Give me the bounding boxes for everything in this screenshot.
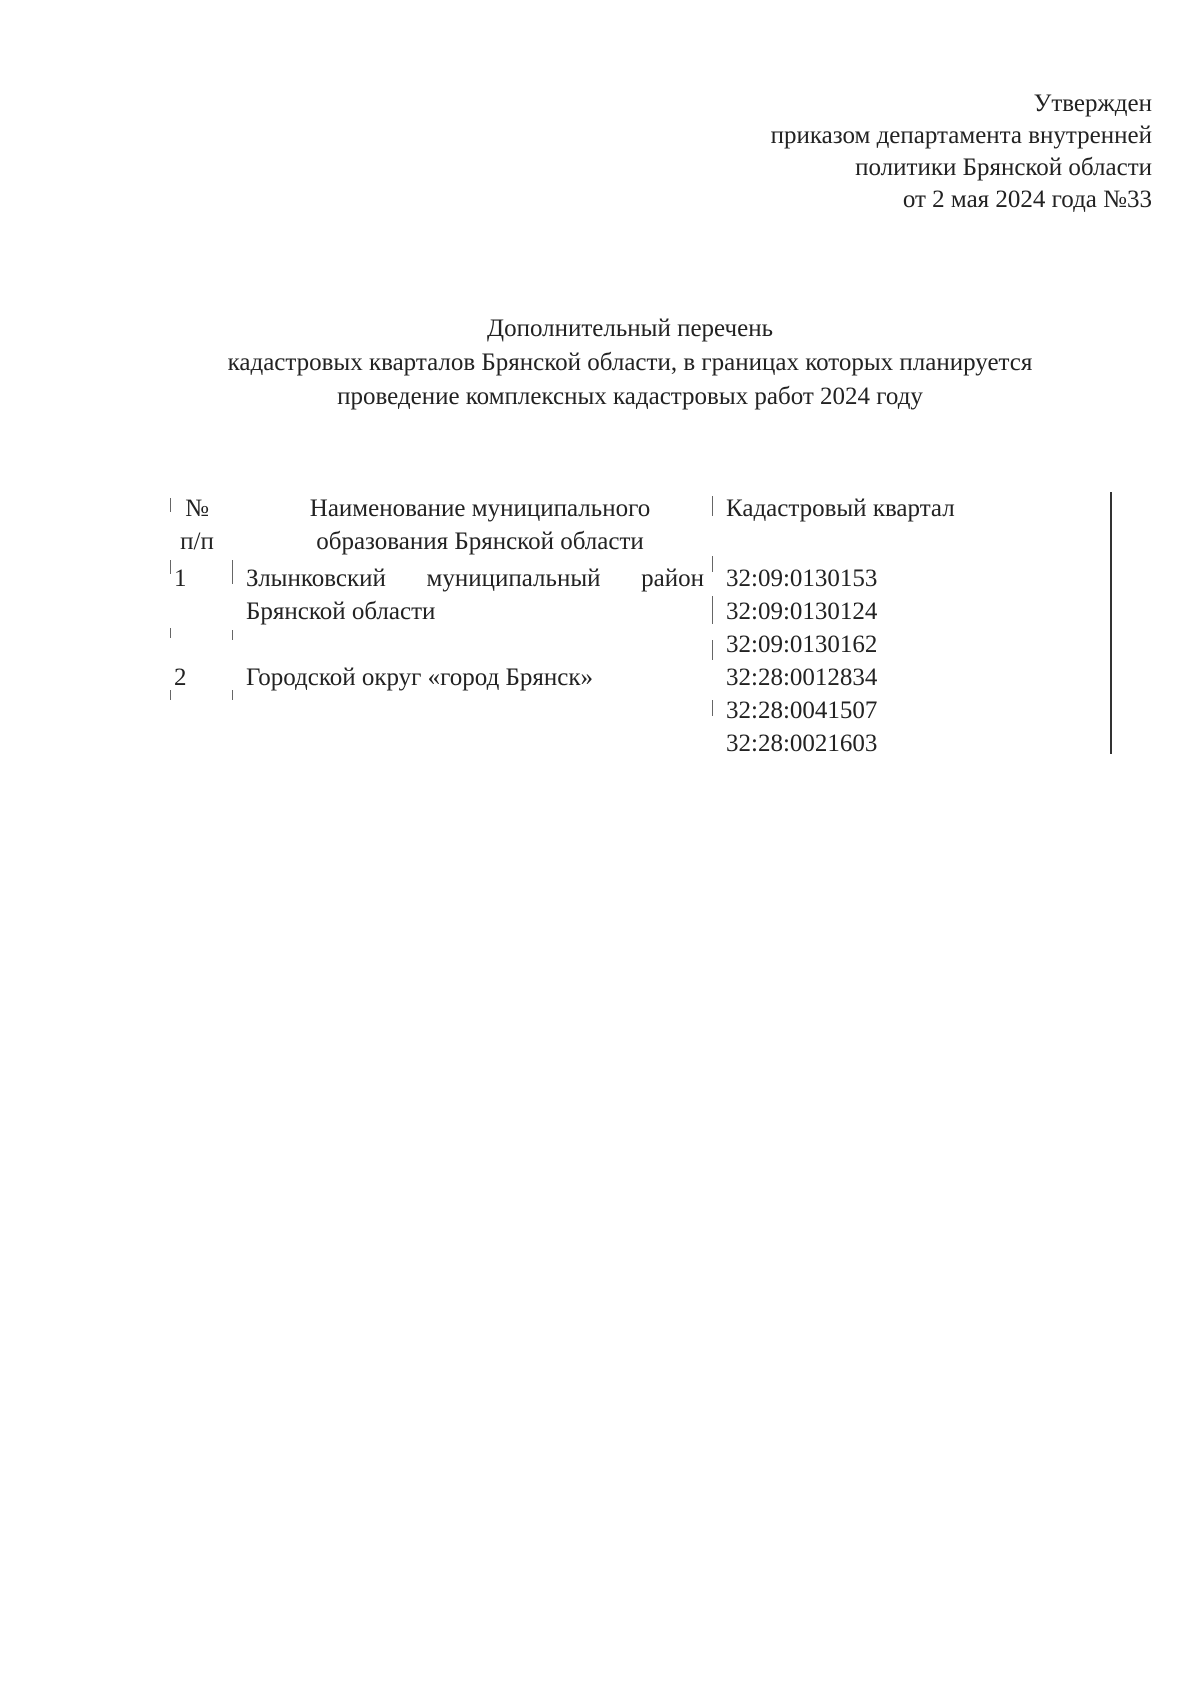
table-row [162, 661, 1112, 760]
cadastral-code: 32:09:0130153 [726, 565, 878, 592]
municipality-word: муниципальный [426, 565, 601, 592]
document-title [160, 312, 1100, 414]
row-cadastral-codes [714, 562, 1094, 661]
cadastral-code: 32:28:0041507 [726, 697, 878, 724]
table-header-row [162, 492, 1112, 558]
cadastral-table [162, 492, 1112, 760]
row-cadastral-codes [714, 661, 1094, 760]
title-line-3: проведение комплексных кадастровых работ 2024 году [337, 383, 923, 410]
table-row [162, 562, 1112, 661]
border-fragment [712, 700, 713, 716]
title-line-2: кадастровых кварталов Брянской области, в границах которых планируется [227, 349, 1033, 376]
border-fragment [170, 628, 171, 638]
border-fragment [712, 496, 713, 516]
header-number [162, 492, 232, 558]
header-number-line-1: № [185, 495, 209, 522]
border-fragment [712, 556, 713, 572]
border-fragment [712, 596, 713, 624]
approval-stamp [771, 88, 1152, 216]
approval-line-4: от 2 мая 2024 года №33 [902, 186, 1152, 213]
cadastral-code: 32:28:0012834 [726, 664, 878, 691]
border-fragment [712, 640, 713, 660]
row-municipality [232, 661, 714, 760]
approval-line-1: Утвержден [1033, 90, 1152, 117]
row-number: 1 [174, 565, 187, 592]
cadastral-code: 32:09:0130124 [726, 598, 878, 625]
cadastral-code: 32:28:0021603 [726, 730, 878, 757]
header-municipality-line-1: Наименование муниципального [309, 495, 651, 522]
title-line-1: Дополнительный перечень [487, 315, 773, 342]
cadastral-code: 32:09:0130162 [726, 631, 878, 658]
border-fragment [170, 498, 171, 512]
border-fragment [170, 690, 171, 700]
row-municipality [232, 562, 714, 661]
row-number: 2 [174, 664, 187, 691]
row-municipality-line-1 [246, 562, 714, 595]
border-fragment [232, 630, 233, 640]
header-municipality [232, 492, 714, 558]
row-municipality-line-1: Городской округ «город Брянск» [246, 664, 594, 691]
header-number-line-2: п/п [180, 528, 214, 555]
border-fragment [170, 560, 171, 574]
approval-line-3: политики Брянской области [855, 154, 1152, 181]
row-municipality-line-2: Брянской области [246, 598, 436, 625]
municipality-word: Злынковский [246, 565, 386, 592]
table-right-border [1110, 492, 1112, 754]
approval-line-2: приказом департамента внутренней [770, 122, 1152, 149]
border-fragment [232, 690, 233, 700]
border-fragment [232, 560, 233, 584]
header-cadastral-quarter-label: Кадастровый квартал [726, 495, 955, 522]
header-municipality-line-2: образования Брянской области [316, 528, 644, 555]
municipality-word: район [641, 565, 704, 592]
header-cadastral-quarter [714, 492, 1094, 558]
